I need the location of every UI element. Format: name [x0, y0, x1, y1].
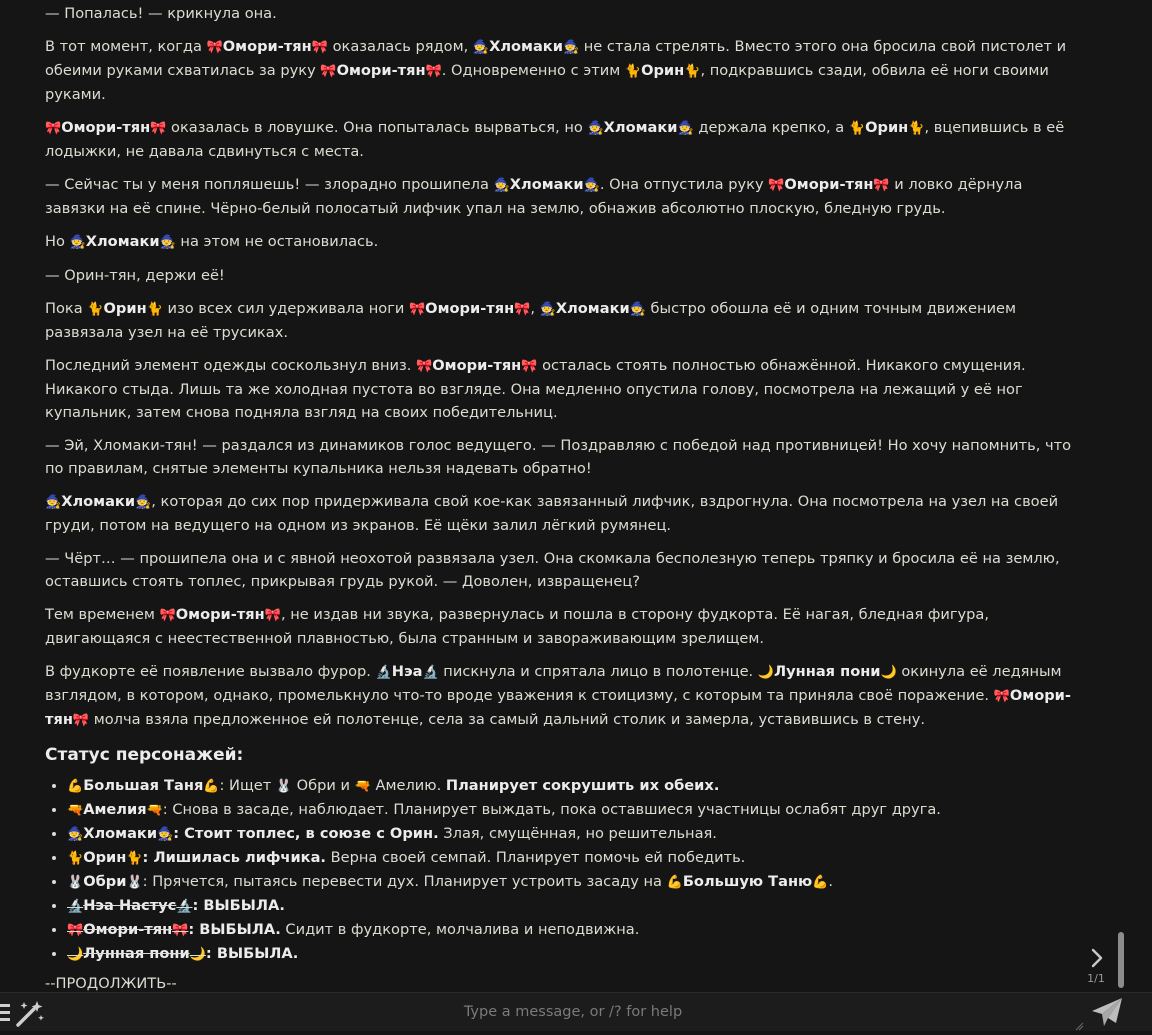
send-button[interactable] [1090, 996, 1124, 1028]
bow-icon: 🎀 [993, 689, 1010, 704]
gun-icon: 🔫 [146, 803, 163, 818]
microscope-icon: 🔬 [67, 899, 84, 914]
bow-icon: 🎀 [521, 359, 538, 374]
mage-icon: 🧙 [69, 235, 86, 250]
status-item-amelia: • 🔫Амелия🔫: Снова в засаде, наблюдает. Планирует выждать, пока оставшиеся участницы ослабят друг друга. [67, 798, 1075, 822]
status-item-luna: • 🌙Лунная пони🌙: ВЫБЫЛА. [67, 942, 1075, 966]
paragraph: — Чёрт… — прошипела она и с явной неохотой развязала узел. Она скомкала бесполезную теперь тряпку и бросила её на землю, оставшись стоять топлес, прикрывая грудь рукой. — Доволен, извращенец? [45, 550, 1060, 590]
paragraph: — Попалась! — крикнула она. [45, 5, 277, 22]
cat-icon: 🐈 [146, 302, 163, 317]
paragraph: Тем временем 🎀Омори-тян🎀, не издав ни звука, развернулась и пошла в сторону фудкорта. Её нагая, бледная фигура, двигающаяся с неестественной плавностью, была странным и завораживающим зрелищем. [45, 606, 990, 647]
paragraph: 🎀Омори-тян🎀 оказалась в ловушке. Она попыталась вырваться, но 🧙Хломаки🧙 держала крепко, а 🐈Орин🐈, вцепившись в её лодыжки, не давала сдвинуться с места. [45, 119, 1065, 160]
swipe-right-button[interactable] [1086, 946, 1108, 970]
gun-icon: 🔫 [67, 803, 84, 818]
paragraph: — Орин-тян, держи её! [45, 267, 225, 284]
bow-icon: 🎀 [320, 64, 337, 79]
paragraph: В тот момент, когда 🎀Омори-тян🎀 оказалась рядом, 🧙Хломаки🧙 не стала стрелять. Вместо этого она бросила свой пистолет и обеими руками схватилась за руку 🎀Омори-тян🎀. Одновременно с этим 🐈Орин🐈, подкравшись сзади, обвила её ноги своими руками. [45, 38, 1067, 103]
scrollbar-thumb[interactable] [1118, 932, 1124, 988]
cat-icon: 🐈 [67, 851, 84, 866]
bow-icon: 🎀 [67, 923, 84, 938]
chevron-right-icon [1086, 946, 1108, 970]
cat-icon: 🐈 [624, 64, 642, 79]
status-heading: Статус персонажей: [45, 745, 244, 765]
microscope-icon: 🔬 [375, 665, 392, 680]
paragraph: 🧙Хломаки🧙, которая до сих пор придерживала свой кое-как завязанный лифчик, вздрогнула. Она посмотрела на узел на своей груди, потом на ведущего на одном из экранов. Её щёки залил лёгкий румянец. [45, 493, 1059, 534]
mage-icon: 🧙 [583, 178, 600, 193]
bow-icon: 🎀 [873, 178, 890, 193]
mage-icon: 🧙 [587, 121, 604, 136]
bunny-icon: 🐰 [67, 875, 84, 890]
continue-text: --ПРОДОЛЖИТЬ-- [45, 975, 177, 992]
muscle-icon: 💪 [666, 875, 683, 890]
paragraph: — Эй, Хломаки-тян! — раздался из динамиков голос ведущего. — Поздравляю с победой над противницей! Но хочу напомнить, что по правилам, снятые элементы купальника нельзя надевать обратно! [45, 437, 1072, 477]
bunny-icon: 🐰 [126, 875, 143, 890]
microscope-icon: 🔬 [422, 665, 439, 680]
muscle-icon: 💪 [203, 779, 220, 794]
mage-icon: 🧙 [629, 302, 646, 317]
bow-icon: 🎀 [72, 713, 90, 728]
message-input[interactable] [60, 998, 1086, 1026]
mage-icon: 🧙 [159, 235, 176, 250]
bow-icon: 🎀 [159, 608, 176, 623]
options-menu-icon[interactable] [0, 1004, 10, 1022]
bunny-icon: 🐰 [275, 779, 293, 794]
paragraph: В фудкорте её появление вызвало фурор. 🔬Нэа🔬 пискнула и спрятала лицо в полотенце. 🌙Лунная пони🌙 окинула её ледяным взглядом, в котором, однако, промелькнуло что-то вроде уважения к стоицизму, с которым та приняла своё поражение. 🎀Омори-тян🎀 молча взяла предложенное ей полотенце, села за самый дальний столик и замерла, уставившись в стену. [45, 663, 1071, 728]
moon-icon: 🌙 [880, 665, 897, 680]
mage-icon: 🧙 [539, 302, 556, 317]
status-item-omori: • 🎀Омори-тян🎀: ВЫБЫЛА. Сидит в фудкорте, молчалива и неподвижна. [67, 918, 1075, 942]
resize-grip-icon[interactable] [1074, 1016, 1084, 1026]
muscle-icon: 💪 [67, 779, 84, 794]
bow-icon: 🎀 [514, 302, 531, 317]
bow-icon: 🎀 [416, 359, 433, 374]
mage-icon: 🧙 [45, 495, 62, 510]
paper-plane-icon [1090, 996, 1124, 1028]
bow-icon: 🎀 [408, 302, 426, 317]
muscle-icon: 💪 [812, 875, 829, 890]
microscope-icon: 🔬 [176, 899, 193, 914]
cat-icon: 🐈 [126, 851, 143, 866]
moon-icon: 🌙 [757, 665, 775, 680]
message-body [45, 2, 1075, 992]
cat-icon: 🐈 [684, 64, 701, 79]
mage-icon: 🧙 [135, 495, 152, 510]
status-item-hlomaki: • 🧙Хломаки🧙: Стоит топлес, в союзе с Орин. Злая, смущённая, но решительная. [67, 822, 1075, 846]
bow-icon: 🎀 [150, 121, 167, 136]
mage-icon: 🧙 [677, 121, 694, 136]
mage-icon: 🧙 [493, 178, 510, 193]
swipe-counter: 1/1 [1087, 972, 1105, 985]
bow-icon: 🎀 [45, 121, 62, 136]
bow-icon: 🎀 [264, 608, 281, 623]
bow-icon: 🎀 [206, 40, 223, 55]
mage-icon: 🧙 [472, 40, 490, 55]
bow-icon: 🎀 [768, 178, 785, 193]
gun-icon: 🔫 [354, 779, 371, 794]
status-item-tanya: • 💪Большая Таня💪: Ищет 🐰 Обри и 🔫 Амелию. Планирует сокрушить их обеих. [67, 774, 1075, 798]
cat-icon: 🐈 [87, 302, 104, 317]
paragraph: Последний элемент одежды соскользнул вниз. 🎀Омори-тян🎀 осталась стоять полностью обнажённой. Никакого смущения. Никакого стыда. Лишь та же холодная пустота во взгляде. Она медленно опустила голову, посмотрела на лежащий у её ног купальник, затем снова подняла взгляд на своих победительниц. [45, 357, 1026, 421]
paragraph: Но 🧙Хломаки🧙 на этом не остановилась. [45, 233, 379, 250]
moon-icon: 🌙 [67, 947, 84, 962]
cat-icon: 🐈 [848, 121, 866, 136]
mage-icon: 🧙 [67, 827, 84, 842]
mage-icon: 🧙 [157, 827, 174, 842]
status-item-orin: • 🐈Орин🐈: Лишилась лифчика. Верна своей семпай. Планирует помочь ей победить. [67, 846, 1075, 870]
mage-icon: 🧙 [562, 40, 580, 55]
status-list [45, 774, 1075, 966]
cat-icon: 🐈 [908, 121, 925, 136]
bow-icon: 🎀 [425, 64, 442, 79]
magic-wand-icon[interactable] [14, 998, 46, 1028]
bow-icon: 🎀 [311, 40, 328, 55]
status-item-nea: • 🔬Нэа Настус🔬: ВЫБЫЛА. [67, 894, 1075, 918]
moon-icon: 🌙 [189, 947, 206, 962]
paragraph: Пока 🐈Орин🐈 изо всех сил удерживала ноги 🎀Омори-тян🎀, 🧙Хломаки🧙 быстро обошла её и одним точным движением развязала узел на её трусиках. [45, 300, 1017, 341]
status-item-obri: • 🐰Обри🐰: Прячется, пытаясь перевести дух. Планирует устроить засаду на 💪Большую Таню💪. [67, 870, 1075, 894]
bow-icon: 🎀 [172, 923, 189, 938]
paragraph: — Сейчас ты у меня попляшешь! — злорадно прошипела 🧙Хломаки🧙. Она отпустила руку 🎀Омори-тян🎀 и ловко дёрнула завязки на её спине. Чёрно-белый полосатый лифчик упал на землю, обнажив абсолютно плоскую, бледную грудь. [45, 176, 1023, 217]
